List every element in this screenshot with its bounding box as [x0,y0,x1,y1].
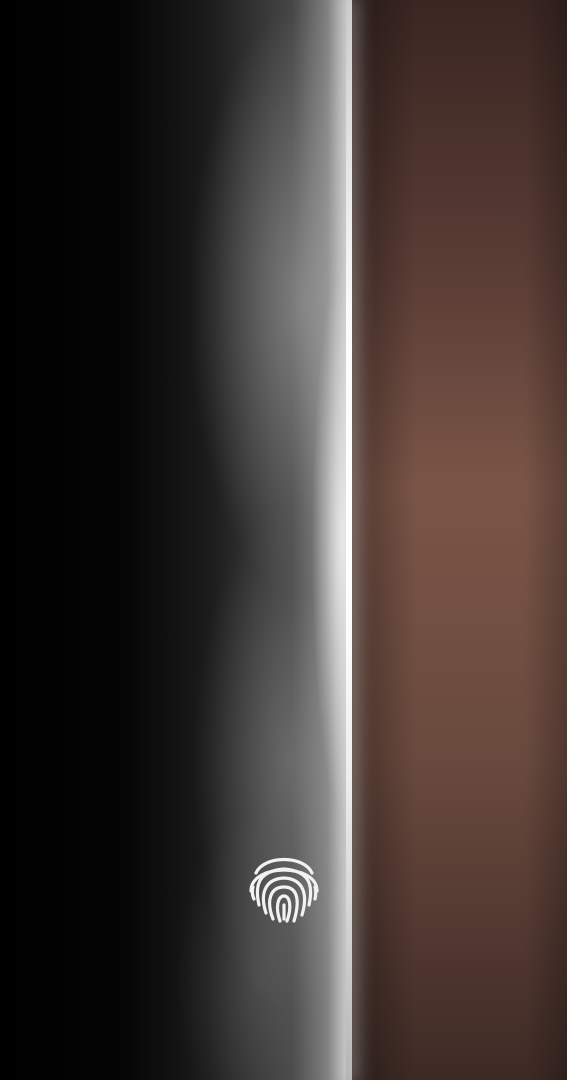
wallpaper-right-shade [352,0,567,1080]
fingerprint-icon [242,843,326,927]
fingerprint-sensor-button[interactable] [242,843,326,927]
wallpaper-light-seam [346,0,352,1080]
